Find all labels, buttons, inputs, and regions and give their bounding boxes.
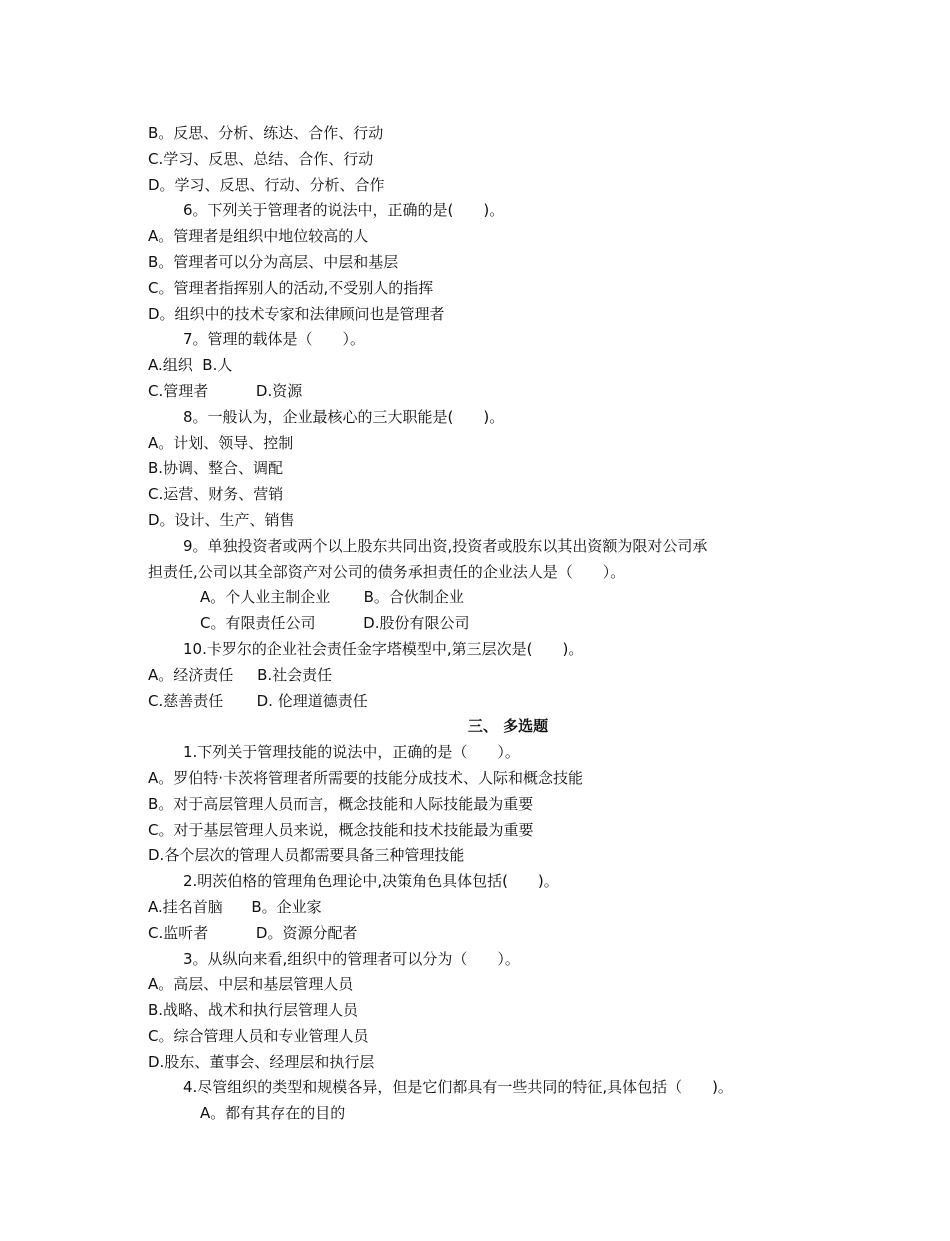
text-line: A。都有其存在的目的 — [200, 1104, 346, 1123]
text-line: B。反思、分析、练达、合作、行动 — [148, 124, 384, 142]
text-line: C。管理者指挥别人的活动,不受别人的指挥 — [148, 278, 434, 297]
text-line: C.运营、财务、营销 — [148, 485, 284, 504]
document-page — [148, 121, 828, 1127]
text-line: D。学习、反思、行动、分析、合作 — [148, 175, 385, 194]
text-line: D。组织中的技术专家和法律顾问也是管理者 — [148, 304, 445, 323]
text-line: 1.下列关于管理技能的说法中，正确的是（ ）。 — [183, 743, 520, 762]
text-line: 8。一般认为，企业最核心的三大职能是( )。 — [183, 407, 505, 426]
text-line: B。对于高层管理人员而言，概念技能和人际技能最为重要 — [148, 794, 534, 813]
text-line: 4.尽管组织的类型和规模各异，但是它们都具有一些共同的特征,具体包括（ )。 — [183, 1078, 733, 1097]
text-line: A。计划、领导、控制 — [148, 433, 294, 452]
text-line: C.慈善责任 D. 伦理道德责任 — [148, 691, 368, 710]
text-line: B.战略、战术和执行层管理人员 — [148, 1001, 359, 1020]
text-line: A。高层、中层和基层管理人员 — [148, 975, 354, 994]
text-line: B.协调、整合、调配 — [148, 459, 284, 478]
text-line: 担责任,公司以其全部资产对公司的债务承担责任的企业法人是（ ）。 — [148, 562, 626, 581]
text-line: 9。单独投资者或两个以上股东共同出资,投资者或股东以其出资额为限对公司承 — [183, 536, 708, 555]
text-line: A。经济责任 B.社会责任 — [148, 665, 333, 684]
text-line: D。设计、生产、销售 — [148, 510, 295, 529]
text-line: 6。下列关于管理者的说法中，正确的是( )。 — [183, 201, 505, 220]
text-line: 10.卡罗尔的企业社会责任金字塔模型中,第三层次是( )。 — [183, 639, 584, 658]
text-line: 7。管理的载体是（ ）。 — [183, 330, 366, 349]
text-line: A.组织 B.人 — [148, 356, 233, 375]
text-line: D.股东、董事会、经理层和执行层 — [148, 1052, 375, 1071]
text-line: B。管理者可以分为高层、中层和基层 — [148, 252, 399, 271]
text-line: C。有限责任公司 D.股份有限公司 — [200, 614, 470, 633]
text-line: C.监听者 D。资源分配者 — [148, 923, 358, 942]
text-line: D.各个层次的管理人员都需要具备三种管理技能 — [148, 846, 465, 865]
section-heading: 三、 多选题 — [467, 717, 549, 736]
text-line: A。罗伯特·卡茨将管理者所需要的技能分成技术、人际和概念技能 — [148, 768, 584, 787]
text-line: 3。从纵向来看,组织中的管理者可以分为（ ）。 — [183, 949, 520, 968]
text-line: A.挂名首脑 B。企业家 — [148, 897, 322, 916]
text-line: C。对于基层管理人员来说，概念技能和技术技能最为重要 — [148, 820, 534, 839]
text-line: A。个人业主制企业 B。合伙制企业 — [200, 588, 464, 607]
text-line: 2.明茨伯格的管理角色理论中,决策角色具体包括( )。 — [183, 872, 559, 891]
text-line: C.学习、反思、总结、合作、行动 — [148, 149, 374, 168]
text-line: C.管理者 D.资源 — [148, 381, 303, 400]
text-line: C。综合管理人员和专业管理人员 — [148, 1026, 369, 1045]
text-line: A。管理者是组织中地位较高的人 — [148, 227, 369, 246]
